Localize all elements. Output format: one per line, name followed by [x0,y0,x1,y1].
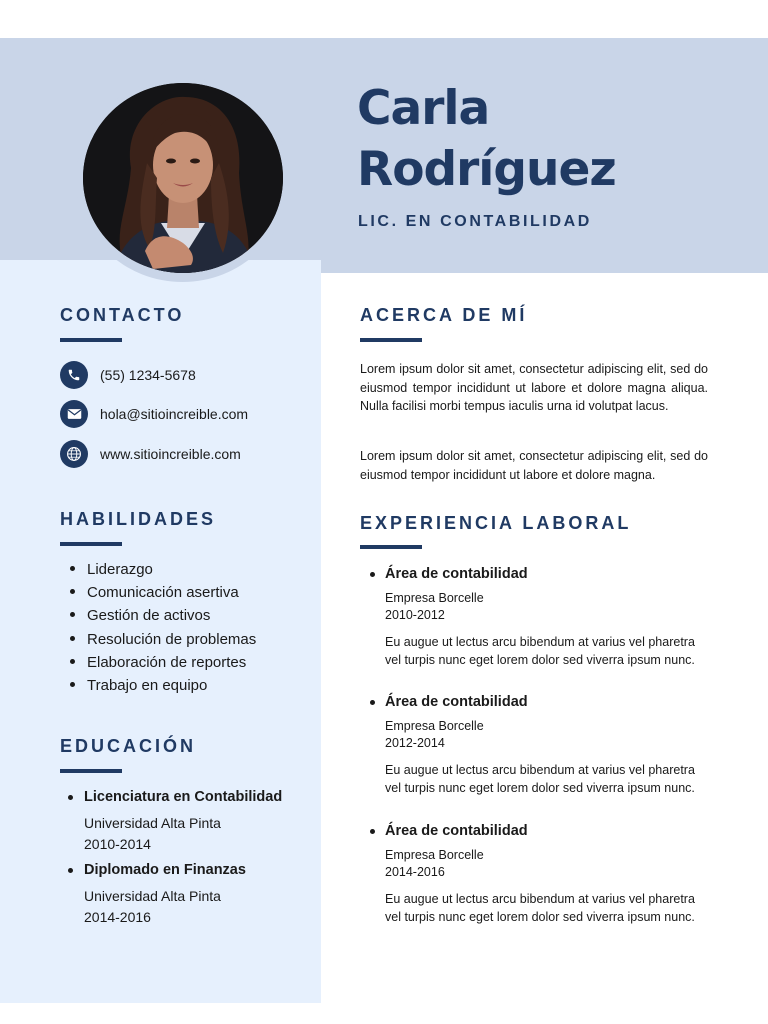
about-paragraph: Lorem ipsum dolor sit amet, consectetur adipiscing elit, sed do eiusmod tempor incididunt ut labore et dolore magna. [360,449,708,482]
experience-item [385,821,713,926]
job-role: Área de contabilidad [385,564,713,584]
job-title: LIC. EN CONTABILIDAD [358,213,592,230]
skill-item: Resolución de problemas [87,628,256,651]
about-title-underline [360,338,422,342]
job-description: Eu augue ut lectus arcu bibendum at varius vel pharetra vel turpis nunc eget lorem dolor sed viverra ipsum nunc. [385,892,695,924]
experience-item [385,692,713,797]
education-school: Universidad Alta Pinta [84,815,221,831]
job-company: Empresa Borcelle [385,848,484,862]
last-name: Rodríguez [357,142,616,197]
job-role: Área de contabilidad [385,692,713,712]
phone-icon [60,361,88,389]
education-years: 2014-2016 [84,909,151,925]
job-description: Eu augue ut lectus arcu bibendum at varius vel pharetra vel turpis nunc eget lorem dolor sed viverra ipsum nunc. [385,763,695,795]
about-section-title: ACERCA DE MÍ [360,305,528,325]
contact-website[interactable] [60,440,241,468]
contact-section-title: CONTACTO [60,305,185,325]
education-degree: Diplomado en Finanzas [84,862,246,878]
contact-email[interactable] [60,400,248,428]
skill-item: Trabajo en equipo [87,674,256,697]
skill-item: Comunicación asertiva [87,581,256,604]
education-degree: Licenciatura en Contabilidad [84,789,283,805]
first-name: Carla [357,81,490,136]
skills-list [87,558,256,697]
job-years: 2014-2016 [385,865,445,879]
experience-title-underline [360,545,422,549]
education-item [84,860,246,928]
contact-email-text: hola@sitioincreible.com [100,406,249,422]
education-section-title: EDUCACIÓN [60,736,197,756]
education-years: 2010-2014 [84,836,151,852]
job-role: Área de contabilidad [385,821,713,841]
skills-title-underline [60,542,122,546]
contact-website-text: www.sitioincreible.com [100,446,241,462]
skills-section-title: HABILIDADES [60,509,217,529]
experience-section-title: EXPERIENCIA LABORAL [360,513,632,533]
job-years: 2012-2014 [385,736,445,750]
job-company: Empresa Borcelle [385,591,484,605]
profile-photo-illustration [83,83,283,273]
globe-icon [60,440,88,468]
job-company: Empresa Borcelle [385,719,484,733]
skill-item: Liderazgo [87,558,256,581]
education-school: Universidad Alta Pinta [84,888,221,904]
education-item [84,787,282,855]
contact-phone[interactable] [60,361,196,389]
job-description: Eu augue ut lectus arcu bibendum at varius vel pharetra vel turpis nunc eget lorem dolor sed viverra ipsum nunc. [385,635,695,667]
job-years: 2010-2012 [385,608,445,622]
about-paragraph: Lorem ipsum dolor sit amet, consectetur adipiscing elit, sed do eiusmod tempor incididunt ut labore et dolore magna aliqua. Nulla facilisi morbi tempus iaculis urna id volutpat lacus. [360,362,708,413]
candidate-name [357,78,616,200]
education-title-underline [60,769,122,773]
experience-item [385,564,713,669]
skill-item: Gestión de activos [87,604,256,627]
profile-photo [83,83,283,273]
email-icon [60,400,88,428]
contact-phone-text: (55) 1234-5678 [100,367,196,383]
skill-item: Elaboración de reportes [87,651,256,674]
contact-title-underline [60,338,122,342]
